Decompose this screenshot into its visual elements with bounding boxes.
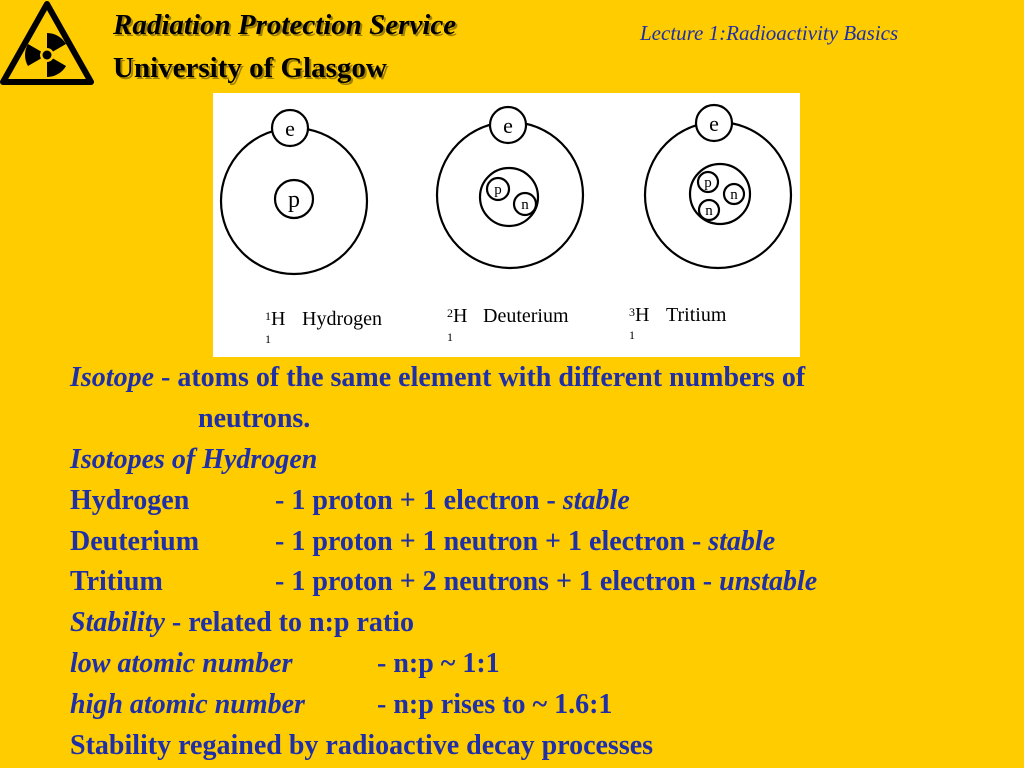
stability-term: Stability	[70, 607, 165, 639]
isotope-desc: - 1 proton + 1 electron -	[275, 484, 563, 516]
conclusion: Stability regained by radioactive decay processes	[70, 730, 654, 762]
high-atomic-number-row	[70, 685, 1010, 726]
element-symbol: H	[271, 308, 286, 330]
isotope-definition	[70, 358, 1010, 399]
hydrogen-atom	[221, 110, 367, 274]
element-symbol: H	[453, 305, 468, 327]
neutron-label: n	[705, 203, 713, 219]
isotope-name: Hydrogen	[302, 308, 382, 330]
atomic-number: 1	[265, 332, 271, 346]
isotope-row-tritium	[70, 562, 1010, 603]
isotope-def: - atoms of the same element with different numbers of	[161, 362, 806, 393]
low-def: - n:p ~ 1:1	[377, 648, 500, 680]
isotope-name: Tritium	[70, 566, 163, 598]
service-title: Radiation Protection Service	[113, 9, 457, 41]
lecture-title: Lecture 1:Radioactivity Basics	[640, 21, 899, 45]
atomic-number: 1	[447, 330, 453, 344]
tritium-atom	[645, 105, 791, 268]
isotopes-heading: Isotopes of Hydrogen	[70, 443, 318, 475]
radiation-trefoil-icon	[0, 0, 94, 86]
atomic-number: 1	[629, 328, 635, 342]
isotope-name: Hydrogen	[70, 484, 190, 516]
stability-state: stable	[708, 525, 776, 557]
element-symbol: H	[635, 304, 650, 326]
isotope-name: Tritium	[666, 304, 727, 326]
stability-state: unstable	[719, 566, 818, 598]
isotope-desc: - 1 proton + 1 neutron + 1 electron -	[275, 525, 709, 557]
stability-definition	[70, 603, 1010, 644]
stability-def: - related to n:p ratio	[171, 607, 415, 639]
mass-number: 2	[447, 306, 453, 320]
isotope-row-hydrogen	[70, 481, 1010, 522]
mass-number: 3	[629, 305, 635, 319]
slide-body	[70, 358, 1010, 767]
electron-label: e	[709, 111, 719, 136]
deuterium-atom	[437, 107, 583, 268]
proton-label: p	[704, 175, 712, 191]
mass-number: 1	[265, 309, 271, 323]
proton-label: p	[288, 187, 300, 213]
isotope-desc: - 1 proton + 2 neutrons + 1 electron -	[275, 566, 720, 598]
isotope-term: Isotope	[70, 362, 154, 393]
proton-label: p	[494, 182, 502, 198]
neutron-label: n	[521, 197, 529, 213]
university-title: University of Glasgow	[113, 52, 387, 84]
isotope-name: Deuterium	[483, 305, 569, 327]
electron-label: e	[503, 113, 513, 138]
high-def: - n:p rises to ~ 1.6:1	[377, 689, 613, 721]
stability-state: stable	[562, 484, 630, 516]
low-term: low atomic number	[70, 648, 293, 680]
isotope-row-deuterium	[70, 522, 1010, 563]
neutron-label: n	[730, 187, 738, 203]
electron-label: e	[285, 116, 295, 141]
low-atomic-number-row	[70, 644, 1010, 685]
isotope-diagram	[213, 93, 800, 357]
isotope-name: Deuterium	[70, 525, 200, 557]
isotope-definition-cont: neutrons.	[198, 402, 311, 434]
high-term: high atomic number	[70, 689, 305, 721]
